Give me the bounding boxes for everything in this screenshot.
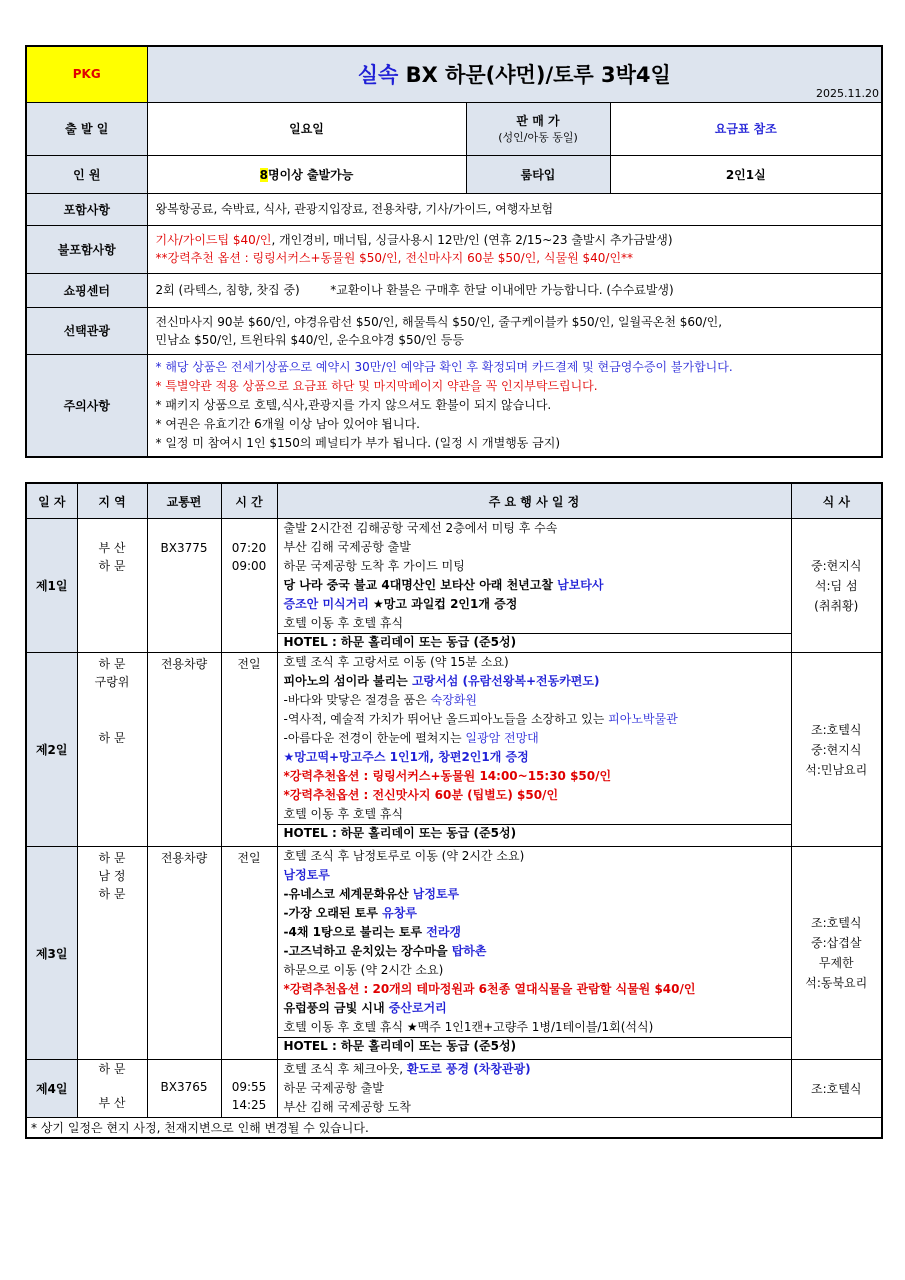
- room-value: 2인1실: [610, 155, 882, 193]
- plan-cell: 호텔 조식 후 고랑서로 이동 (약 15분 소요) 피아노의 섬이라 불리는 고랑서섬 (유람선왕복+전동카편도) -바다와 맞닿은 절경을 품은 숙장화원 -역사적, 예술적 가치가 뛰어난 올드피아노들을 소장하고 있는 피아노박물관 -아름다운 전경이 한눈에 펼쳐지는 일광암 전망대 ★망고떡+망고주스 1인1개, 창편2인1개 증정 *강력추천옵션 : 링링서커스+동물원 14:00~15:30 $50/인 *강력추천옵션 : 전신맛사지 60분 (팁별도) $50/인 호텔 이동 후 호텔 휴식 HOTEL : 하문 홀리데이 또는 동급 (준5성): [277, 653, 791, 847]
- people-label: 인 원: [26, 155, 147, 193]
- notice-3: * 패키지 상품으로 호텔,식사,관광지를 가지 않으셔도 환불이 되지 않습니다.: [155, 397, 552, 412]
- hotel-line: HOTEL : 하문 홀리데이 또는 동급 (준5성): [278, 633, 791, 651]
- price-sub: (성인/아동 동일): [498, 131, 578, 144]
- notice-5: * 일정 미 참여시 1인 $150의 페널티가 부가 됩니다. (일정 시 개별행동 금지): [155, 435, 561, 450]
- people-value: 8명이상 출발가능: [147, 155, 466, 193]
- notice-value: [147, 354, 882, 457]
- area-cell: 하 문 남 정 하 문: [77, 847, 147, 1060]
- time-cell: 전일: [221, 847, 277, 1060]
- day-row-1: [26, 519, 882, 653]
- notice-4: * 여권은 유효기간 6개월 이상 남아 있어야 됩니다.: [155, 416, 420, 431]
- day-label: 제4일: [26, 1060, 77, 1118]
- day-row-2: [26, 653, 882, 847]
- time-cell: 09:55 14:25: [221, 1060, 277, 1118]
- schedule-table: [25, 482, 883, 1139]
- info-table: [25, 45, 883, 458]
- title-cell: [147, 46, 882, 102]
- option-line-1: 전신마사지 90분 $60/인, 야경유람선 $50/인, 해물특식 $50/인, 줄구케이블카 $50/인, 일월곡온천 $60/인,: [155, 314, 723, 329]
- meal-cell: 조:호텔식 중:현지식 석:민남요리: [791, 653, 882, 847]
- option-label: 선택관광: [26, 307, 147, 354]
- notice-label: 주의사항: [26, 354, 147, 457]
- issue-date: 2025.11.20: [816, 86, 880, 100]
- transport-cell: 전용차량: [147, 847, 221, 1060]
- col-meal: 식 사: [791, 483, 882, 519]
- day-row-3: [26, 847, 882, 1060]
- col-transport: 교통편: [147, 483, 221, 519]
- room-label: 룸타입: [466, 155, 610, 193]
- time-cell: 전일: [221, 653, 277, 847]
- hotel-line: HOTEL : 하문 홀리데이 또는 동급 (준5성): [278, 824, 791, 842]
- footnote: * 상기 일정은 현지 사정, 천재지변으로 인해 변경될 수 있습니다.: [26, 1118, 882, 1139]
- day-label: 제1일: [26, 519, 77, 653]
- price-value: 요금표 참조: [610, 102, 882, 155]
- notice-1: * 해당 상품은 전세기상품으로 예약시 30만/인 예약금 확인 후 확정되며 카드결제 및 현금영수증이 불가합니다.: [155, 359, 733, 374]
- hotel-line: HOTEL : 하문 홀리데이 또는 동급 (준5성): [278, 1037, 791, 1055]
- meal-cell: 조:호텔식 중:삽겹살 무제한 석:동북요리: [791, 847, 882, 1060]
- exclude-line-1: 기사/가이드팁 $40/인, 개인경비, 매너팁, 싱글사용시 12만/인 (연휴 2/15~23 출발시 추가금발생): [155, 233, 673, 247]
- time-cell: 07:20 09:00: [221, 519, 277, 653]
- include-value: 왕복항공료, 숙박료, 식사, 관광지입장료, 전용차량, 기사/가이드, 여행자보험: [147, 193, 882, 225]
- area-cell: 부 산 하 문: [77, 519, 147, 653]
- day-row-4: [26, 1060, 882, 1118]
- price-label: 판 매 가: [516, 114, 560, 128]
- area-cell: 하 문 부 산: [77, 1060, 147, 1118]
- exclude-label: 불포함사항: [26, 225, 147, 273]
- page-title: 실속 BX 하문(샤먼)/토루 3박4일: [357, 63, 671, 88]
- include-label: 포함사항: [26, 193, 147, 225]
- area-cell: 하 문 구랑위 하 문: [77, 653, 147, 847]
- transport-cell: 전용차량: [147, 653, 221, 847]
- col-day: 일 자: [26, 483, 77, 519]
- notice-2: * 특별약관 적용 상품으로 요금표 하단 및 마지막페이지 약관을 꼭 인지부탁드립니다.: [155, 378, 598, 393]
- day-label: 제3일: [26, 847, 77, 1060]
- transport-cell: BX3775: [147, 519, 221, 653]
- price-label-cell: [466, 102, 610, 155]
- plan-cell: 출발 2시간전 김해공항 국제선 2층에서 미팅 후 수속 부산 김해 국제공항 출발 하문 국제공항 도착 후 가이드 미팅 당 나라 중국 불교 4대명산인 보타산 아래 천년고찰 남보타사 증조안 미식거리 ★망고 과일컵 2인1개 증정 호텔 이동 후 호텔 휴식 HOTEL : 하문 홀리데이 또는 동급 (준5성): [277, 519, 791, 653]
- shopping-label: 쇼핑센터: [26, 273, 147, 307]
- exclude-line-2: **강력추천 옵션 : 링링서커스+동물원 $50/인, 전신마사지 60분 $50/인, 식물원 $40/인**: [155, 251, 634, 265]
- col-time: 시 간: [221, 483, 277, 519]
- depart-value: 일요일: [147, 102, 466, 155]
- meal-cell: 중:현지식 석:딤 섬 (취취황): [791, 519, 882, 653]
- exclude-value: [147, 225, 882, 273]
- depart-label: 출 발 일: [26, 102, 147, 155]
- option-line-2: 민남쇼 $50/인, 트윈타워 $40/인, 운수요야경 $50/인 등등: [155, 332, 464, 347]
- meal-cell: 조:호텔식: [791, 1060, 882, 1118]
- col-plan: 주 요 행 사 일 정: [277, 483, 791, 519]
- plan-cell: 호텔 조식 후 체크아웃, 환도로 풍경 (차창관광) 하문 국제공항 출발 부산 김해 국제공항 도착: [277, 1060, 791, 1118]
- pkg-badge: PKG: [26, 46, 147, 102]
- shopping-value: 2회 (라텍스, 침향, 찻집 중) *교환이나 환불은 구매후 한달 이내에만 가능합니다. (수수료발생): [147, 273, 882, 307]
- col-area: 지 역: [77, 483, 147, 519]
- transport-cell: BX3765: [147, 1060, 221, 1118]
- plan-cell: 호텔 조식 후 남정토루로 이동 (약 2시간 소요) 남정토루 -유네스코 세계문화유산 남정토루 -가장 오래된 토루 유창루 -4채 1탕으로 불리는 토루 전라갱 -고즈넉하고 운치있는 장수마을 탑하촌 하문으로 이동 (약 2시간 소요) *강력추천옵션 : 20개의 테마정원과 6천종 열대식물을 관람할 식물원 $40/인 유럽풍의 금빛 시내 중산로거리 호텔 이동 후 호텔 휴식 ★맥주 1인1캔+고량주 1병/1테이블/1회(석식) HOTEL : 하문 홀리데이 또는 동급 (준5성): [277, 847, 791, 1060]
- day-label: 제2일: [26, 653, 77, 847]
- option-value: [147, 307, 882, 354]
